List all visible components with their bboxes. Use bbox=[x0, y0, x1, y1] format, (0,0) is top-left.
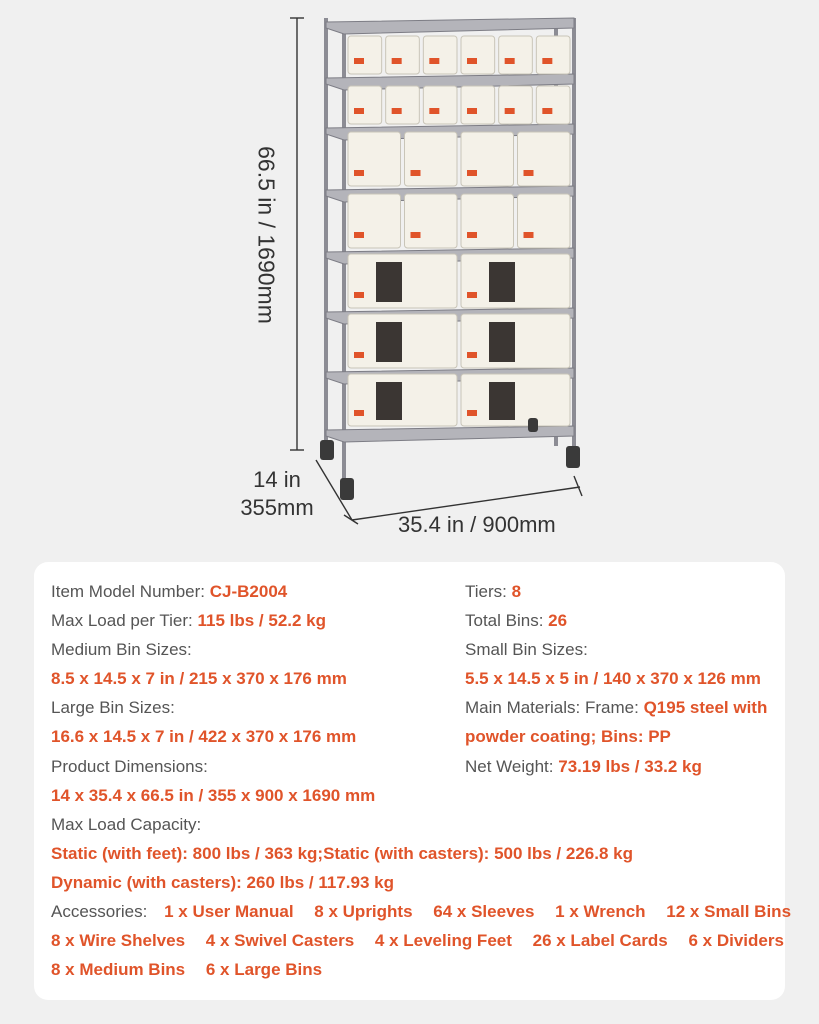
product-dimensions-value: 14 x 35.4 x 66.5 in / 355 x 900 x 1690 mm bbox=[51, 786, 376, 805]
bin-divider bbox=[376, 322, 402, 362]
bin-label-card bbox=[354, 232, 364, 238]
medium-bin-value: 8.5 x 14.5 x 7 in / 215 x 370 x 176 mm bbox=[51, 669, 347, 688]
accessories-row-1 bbox=[51, 901, 807, 923]
width-dimension-label: 35.4 in / 900mm bbox=[398, 512, 556, 537]
bin-label-card bbox=[542, 58, 552, 64]
medium-bin-label: Medium Bin Sizes: bbox=[51, 640, 192, 659]
accessory-item: 6 x Large Bins bbox=[205, 960, 323, 979]
bin-label-card bbox=[392, 58, 402, 64]
accessories-row-3 bbox=[51, 959, 338, 981]
storage-bin bbox=[461, 132, 514, 186]
bin-label-card bbox=[505, 108, 515, 114]
accessory-item: 64 x Sleeves bbox=[433, 902, 535, 921]
storage-bin bbox=[386, 86, 420, 124]
max-load-capacity-line2: Dynamic (with casters): 260 lbs / 117.93 kg bbox=[51, 873, 394, 892]
net-weight-value: 73.19 lbs / 33.2 kg bbox=[558, 757, 702, 776]
storage-bin bbox=[348, 194, 401, 248]
storage-bin bbox=[499, 36, 533, 74]
product-dimensions-label: Product Dimensions: bbox=[51, 757, 208, 776]
bin-label-card bbox=[524, 232, 534, 238]
bin-label-card bbox=[505, 58, 515, 64]
bin-label-card bbox=[467, 108, 477, 114]
bin-label-card bbox=[429, 108, 439, 114]
materials-row bbox=[465, 697, 767, 719]
storage-bin bbox=[348, 86, 382, 124]
storage-bin bbox=[461, 374, 570, 426]
accessory-item: 6 x Dividers bbox=[688, 931, 784, 950]
bin-label-card bbox=[411, 170, 421, 176]
storage-bin bbox=[499, 86, 533, 124]
accessory-item: 1 x Wrench bbox=[555, 902, 646, 921]
accessory-item: 12 x Small Bins bbox=[666, 902, 792, 921]
accessory-item: 26 x Label Cards bbox=[532, 931, 668, 950]
model-number-label: Item Model Number: bbox=[51, 582, 205, 601]
large-bin-value: 16.6 x 14.5 x 7 in / 422 x 370 x 176 mm bbox=[51, 727, 357, 746]
bin-divider bbox=[489, 322, 515, 362]
total-bins-row bbox=[465, 610, 567, 632]
storage-bin bbox=[348, 254, 457, 308]
tiers-label: Tiers: bbox=[465, 582, 507, 601]
storage-bin bbox=[423, 86, 457, 124]
small-bin-value: 5.5 x 14.5 x 5 in / 140 x 370 x 126 mm bbox=[465, 669, 761, 688]
tiers-value: 8 bbox=[511, 582, 522, 601]
accessory-item: 8 x Wire Shelves bbox=[51, 931, 186, 950]
max-load-tier-value: 115 lbs / 52.2 kg bbox=[197, 611, 327, 630]
height-dimension-label: 66.5 in / 1690mm bbox=[253, 146, 280, 324]
materials-value-line1: Q195 steel with bbox=[643, 698, 768, 717]
max-load-tier-label: Max Load per Tier: bbox=[51, 611, 193, 630]
bin-label-card bbox=[429, 58, 439, 64]
bin-label-card bbox=[467, 232, 477, 238]
materials-value-line2: powder coating; Bins: PP bbox=[465, 727, 671, 746]
storage-bin bbox=[461, 36, 495, 74]
max-load-capacity-label: Max Load Capacity: bbox=[51, 815, 202, 834]
net-weight-label: Net Weight: bbox=[465, 757, 554, 776]
storage-bin bbox=[536, 36, 570, 74]
bin-label-card bbox=[467, 352, 477, 358]
materials-label: Main Materials: Frame: bbox=[465, 698, 639, 717]
accessories-row-2 bbox=[51, 930, 800, 952]
accessory-item: 8 x Uprights bbox=[314, 902, 413, 921]
depth-mm: 355mm bbox=[240, 495, 314, 520]
bin-label-card bbox=[467, 410, 477, 416]
wire-shelf bbox=[326, 18, 574, 34]
storage-bin bbox=[348, 374, 457, 426]
model-number-value: CJ-B2004 bbox=[209, 582, 288, 601]
total-bins-label: Total Bins: bbox=[465, 611, 544, 630]
bin-label-card bbox=[354, 170, 364, 176]
max-load-capacity-line1: Static (with feet): 800 lbs / 363 kg;Static (with casters): 500 lbs / 226.8 kg bbox=[51, 844, 633, 863]
total-bins-value: 26 bbox=[548, 611, 568, 630]
storage-bin bbox=[461, 194, 514, 248]
large-bin-label: Large Bin Sizes: bbox=[51, 698, 175, 717]
bin-divider bbox=[489, 382, 515, 420]
storage-bin bbox=[518, 132, 571, 186]
max-load-tier-row bbox=[51, 610, 326, 632]
small-bin-label: Small Bin Sizes: bbox=[465, 640, 588, 659]
accessory-item: 8 x Medium Bins bbox=[51, 960, 186, 979]
bin-divider bbox=[376, 382, 402, 420]
accessories-label: Accessories: bbox=[51, 902, 148, 921]
bin-label-card bbox=[524, 170, 534, 176]
tiers-row bbox=[465, 581, 521, 603]
accessory-item: 4 x Swivel Casters bbox=[205, 931, 355, 950]
bin-label-card bbox=[354, 352, 364, 358]
storage-bin bbox=[518, 194, 571, 248]
model-number-row bbox=[51, 581, 287, 603]
storage-bin bbox=[405, 132, 458, 186]
depth-dimension-label bbox=[238, 466, 316, 522]
net-weight-row bbox=[465, 756, 702, 778]
bin-label-card bbox=[542, 108, 552, 114]
storage-bin bbox=[423, 36, 457, 74]
storage-bin bbox=[405, 194, 458, 248]
storage-bin bbox=[536, 86, 570, 124]
storage-bin bbox=[461, 254, 570, 308]
bin-label-card bbox=[467, 58, 477, 64]
storage-bin bbox=[348, 314, 457, 368]
storage-bin bbox=[348, 132, 401, 186]
depth-inches: 14 in bbox=[253, 467, 301, 492]
bin-label-card bbox=[467, 292, 477, 298]
bin-divider bbox=[489, 262, 515, 302]
storage-bins bbox=[348, 36, 570, 426]
bin-label-card bbox=[354, 410, 364, 416]
bin-label-card bbox=[467, 170, 477, 176]
accessory-item: 4 x Leveling Feet bbox=[374, 931, 512, 950]
accessory-item: 1 x User Manual bbox=[164, 902, 294, 921]
bin-label-card bbox=[411, 232, 421, 238]
bin-label-card bbox=[392, 108, 402, 114]
storage-bin bbox=[461, 314, 570, 368]
storage-bin bbox=[386, 36, 420, 74]
bin-label-card bbox=[354, 108, 364, 114]
bin-label-card bbox=[354, 58, 364, 64]
bin-divider bbox=[376, 262, 402, 302]
storage-bin bbox=[348, 36, 382, 74]
spec-card bbox=[34, 562, 792, 1000]
storage-bin bbox=[461, 86, 495, 124]
bin-label-card bbox=[354, 292, 364, 298]
